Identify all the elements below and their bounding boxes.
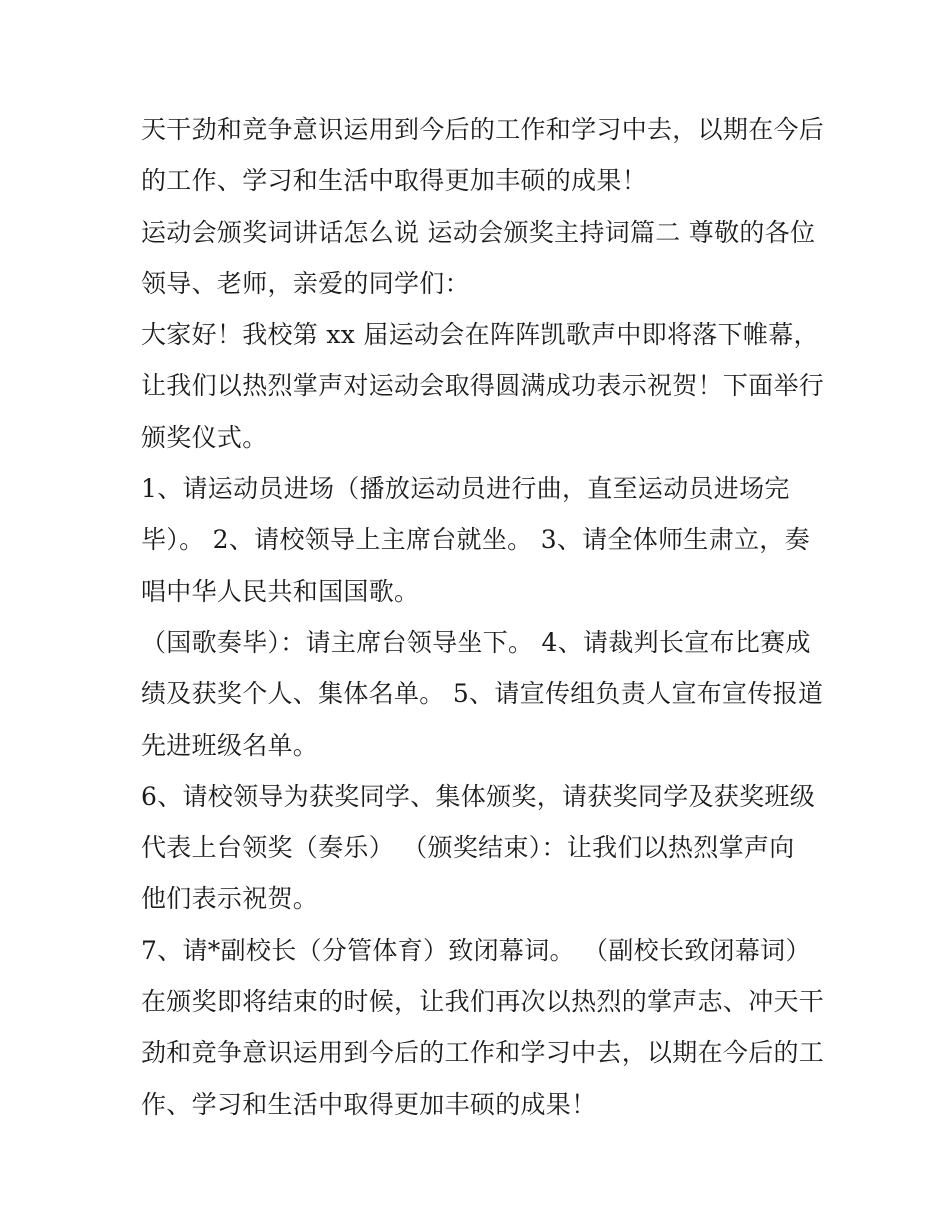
text-line: 颁奖仪式。 bbox=[141, 422, 268, 452]
text-line: 6、请校领导为获奖同学、集体颁奖，请获奖同学及获奖班级 bbox=[141, 781, 816, 811]
text-line: 运动会颁奖词讲话怎么说 运动会颁奖主持词篇二 尊敬的各位 bbox=[141, 217, 816, 247]
text-line: 天干劲和竞争意识运用到今后的工作和学习中去，以期在今后 bbox=[141, 115, 825, 144]
text-line: 作、学习和生活中取得更加丰硕的成果！ bbox=[141, 1089, 597, 1119]
text-line: 代表上台领奖（奏乐） （颁奖结束）：让我们以热烈掌声向 bbox=[141, 833, 795, 863]
text-line: 他们表示祝贺。 bbox=[141, 884, 319, 914]
text-line: 让我们以热烈掌声对运动会取得圆满成功表示祝贺！下面举行 bbox=[141, 371, 825, 401]
document-body bbox=[141, 104, 841, 1130]
text-line: 先进班级名单。 bbox=[141, 730, 319, 760]
text-line: 唱中华人民共和国国歌。 bbox=[141, 576, 420, 606]
text-line: 1、请运动员进场（播放运动员进行曲，直至运动员进场完 bbox=[141, 474, 790, 504]
text-line: 在颁奖即将结束的时候，让我们再次以热烈的掌声志、冲天干 bbox=[141, 987, 825, 1017]
text-line: 毕）。 2、请校领导上主席台就坐。 3、请全体师生肃立，奏 bbox=[141, 525, 810, 555]
text-line: （国歌奏毕）：请主席台领导坐下。 4、请裁判长宣布比赛成 bbox=[141, 627, 811, 657]
text-line: 绩及获奖个人、集体名单。 5、请宣传组负责人宣布宣传报道 bbox=[141, 679, 824, 709]
text-line: 大家好！我校第 xx 届运动会在阵阵凯歌声中即将落下帷幕， bbox=[141, 320, 819, 350]
text-line: 劲和竞争意识运用到今后的工作和学习中去，以期在今后的工 bbox=[141, 1038, 825, 1068]
text-line: 的工作、学习和生活中取得更加丰硕的成果！ bbox=[141, 166, 648, 196]
text-line: 领导、老师，亲爱的同学们： bbox=[141, 268, 470, 298]
text-line: 7、请*副校长（分管体育）致闭幕词。 （副校长致闭幕词） bbox=[141, 935, 811, 965]
